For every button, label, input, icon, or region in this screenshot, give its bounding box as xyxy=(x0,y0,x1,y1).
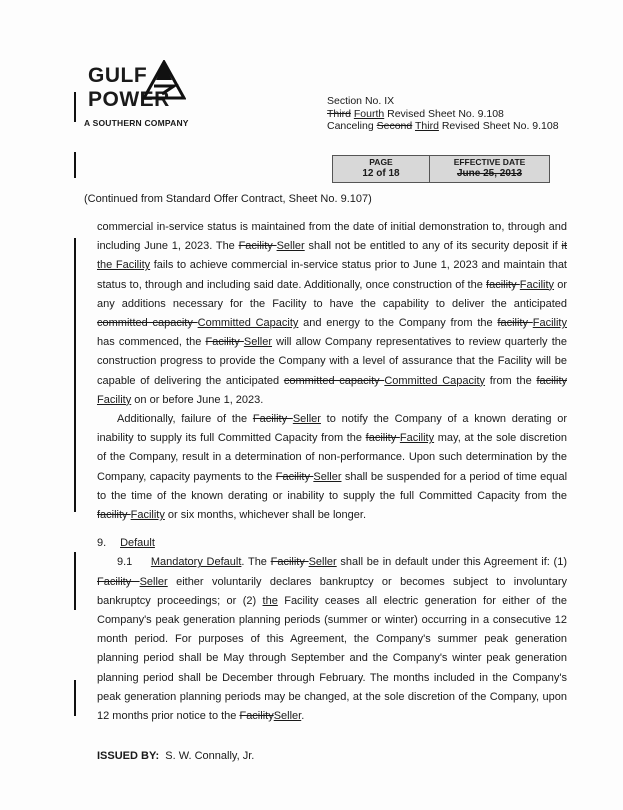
page-cell xyxy=(333,156,430,182)
canceling-inserted-text: Third xyxy=(414,120,439,132)
logo-subtitle: A SOUTHERN COMPANY xyxy=(84,118,189,128)
sheet-rest-text: Revised Sheet No. 9.108 xyxy=(384,107,504,120)
revision-bar xyxy=(74,410,76,512)
effective-label: EFFECTIVE DATE xyxy=(453,157,526,167)
sheet-deleted-text: Third xyxy=(327,107,351,120)
section-9-1-number: 9.1 xyxy=(117,556,133,569)
page-label: PAGE xyxy=(369,157,393,167)
page-value: 12 of 18 xyxy=(362,168,400,179)
logo-line1: GULF xyxy=(88,64,148,87)
revision-bar xyxy=(74,238,76,422)
mandatory-default-title: Mandatory Default xyxy=(150,556,242,569)
revision-bar xyxy=(74,92,76,122)
paragraph-1: commercial in-service status is maintained from the date of initial demonstration to, through and including June 1, 2023. The Facility Seller shall not be entitled to any of its security deposit if it the Facility fails to achieve commercial in-service status prior to June 1, 2023 and maintain that status to, through and including said date. Additionally, once construction of the facility Facility or any additions necessary for the Facility to have the capability to deliver the anticipated committed capacity Committed Capacity and energy to the Company from the facility Facility has commenced, the Facility Seller will allow Company representatives to review quarterly the construction progress to provide the Company with a level of assurance that the Facility will be capable of delivering the anticipated committed capacity Committed Capacity from the facility Facility on or before June 1, 2023. xyxy=(97,221,568,406)
continued-note: (Continued from Standard Offer Contract, Sheet No. 9.107) xyxy=(84,193,372,205)
canceling-sheet xyxy=(327,120,559,133)
revision-bar xyxy=(74,680,76,716)
issued-by xyxy=(97,750,254,762)
revision-bar xyxy=(74,552,76,610)
sheet-inserted-text: Fourth xyxy=(353,107,385,120)
section-9-title: Default xyxy=(120,537,155,550)
sheet-header xyxy=(327,95,559,133)
effective-cell xyxy=(430,156,549,182)
section-9-number: 9. xyxy=(97,537,107,550)
issued-by-label: ISSUED BY: xyxy=(97,750,160,762)
revision-bar xyxy=(74,152,76,178)
logo-line2: POWER xyxy=(88,88,170,111)
section-number: Section No. IX xyxy=(327,95,395,107)
triangle-logo-icon xyxy=(142,60,186,100)
sheet-number xyxy=(327,108,559,121)
canceling-prefix: Canceling xyxy=(327,120,377,132)
canceling-rest-text: Revised Sheet No. 9.108 xyxy=(438,120,559,132)
gulf-power-logo xyxy=(84,58,200,138)
paragraph-2: Additionally, failure of the Facility Seller to notify the Company of a known derating or inability to supply its full Committed Capacity from the facility Facility may, at the sole discretion of the Company, result in a determination of non-performance. Upon such determination by the Company, capacity payments to the Facility Seller shall be suspended for a period of time equal to the time of the known derating or inability to supply the full Committed Capacity from the facility Facility or six months, whichever shall be longer. xyxy=(97,413,568,522)
issued-by-name: S. W. Connally, Jr. xyxy=(165,750,255,762)
paragraph-9-1: 9.1 Mandatory Default. The Facility Seller shall be in default under this Agreement if: (1) Facility Seller either voluntarily declares bankruptcy or becomes subject to involuntary bankruptcy proceedings; or (2) the Facility ceases all electric generation for either of the Company's peak generation planning periods (summer or winter) occurring in a consecutive 12 month period. For purposes of this Agreement, the Company's summer peak generation planning period shall be May through September and the Company's winter peak generation planning period shall be December through February. The months included in the Company's peak generation planning periods may be changed, at the sole discretion of the Company, upon 12 months prior notice to the FacilitySeller. xyxy=(97,556,567,723)
section-9-heading xyxy=(97,534,567,553)
canceling-deleted-text: Second xyxy=(376,120,413,132)
effective-value: June 25, 2013 xyxy=(456,168,523,179)
page-effective-box xyxy=(332,155,550,183)
contract-body xyxy=(97,218,567,726)
